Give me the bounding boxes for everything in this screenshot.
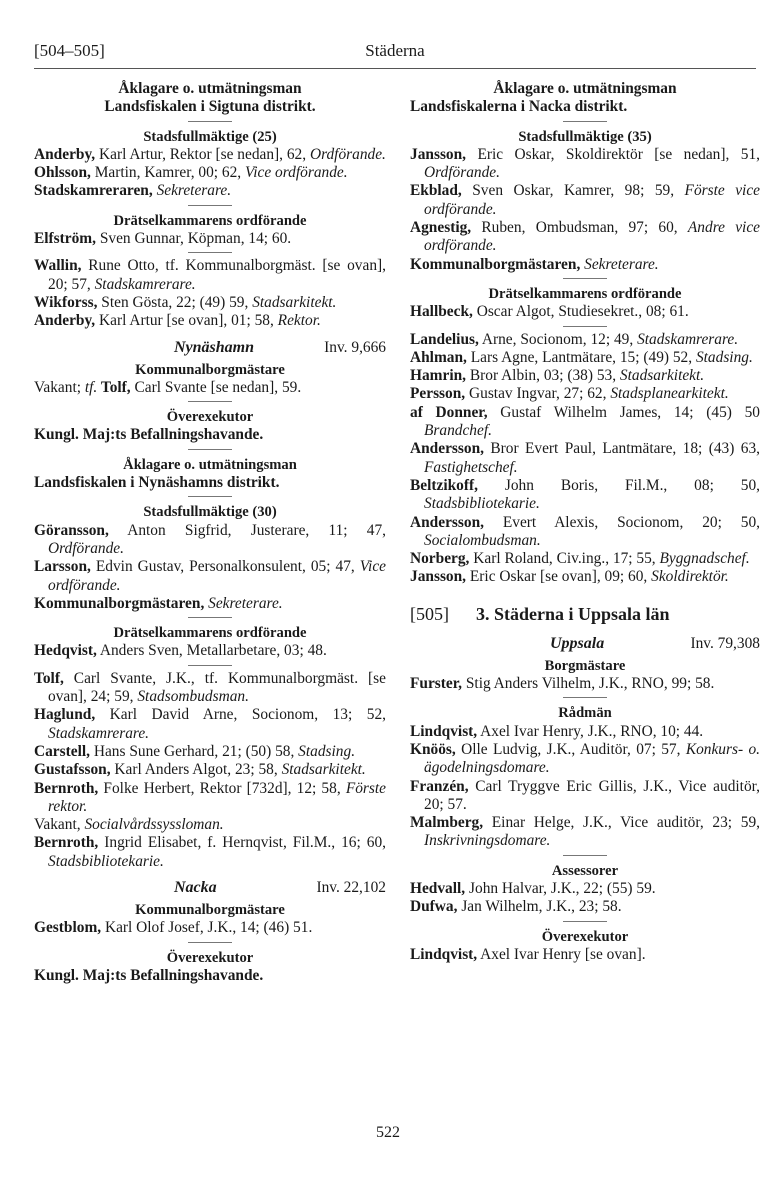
chapter-heading — [410, 605, 760, 633]
section-text: Landsfiskalerna i Nacka distrikt. — [410, 98, 628, 116]
divider — [188, 252, 232, 253]
list-item: Kommunalborgmästaren, Sekreterare. — [34, 594, 283, 612]
left-column — [34, 80, 386, 985]
page-header — [34, 42, 756, 66]
list-item: Carstell, Hans Sune Gerhard, 21; (50) 58, Stadsing. — [34, 742, 356, 760]
divider — [188, 401, 232, 402]
divider — [188, 449, 232, 450]
list-item: Anderby, Karl Artur, Rektor [se nedan], 62, Ordförande. — [34, 145, 386, 163]
section-heading: Kommunalborgmästare — [135, 361, 285, 378]
right-column — [410, 80, 760, 964]
list-item: Vakant; tf. Tolf, Carl Svante [se nedan], 59. — [34, 378, 302, 396]
town-heading-nynashamn — [34, 339, 386, 361]
list-item: Tolf, Carl Svante, J.K., tf. Kommunalborgmäst. [se ovan], 24; 59, Stadsombudsman. — [34, 669, 386, 706]
chapter-number: [505] — [410, 603, 449, 624]
divider — [563, 326, 607, 327]
list-item: Lindqvist, Axel Ivar Henry [se ovan]. — [410, 945, 646, 963]
list-item: Gustafsson, Karl Anders Algot, 23; 58, Stadsarkitekt. — [34, 761, 366, 779]
list-item: af Donner, Gustaf Wilhelm James, 14; (45) 50 Brandchef. — [410, 403, 760, 440]
town-population: Inv. 79,308 — [690, 634, 760, 652]
list-item: Knöös, Olle Ludvig, J.K., Auditör, 07; 57, Konkurs- o. ägodelningsdomare. — [410, 740, 760, 777]
list-item: Wikforss, Sten Gösta, 22; (49) 59, Stadsarkitekt. — [34, 293, 337, 311]
divider — [188, 617, 232, 618]
list-item: Persson, Gustav Ingvar, 27; 62, Stadsplanearkitekt. — [410, 385, 729, 403]
list-item: Dufwa, Jan Wilhelm, J.K., 23; 58. — [410, 898, 622, 916]
section-text: Kungl. Maj:ts Befallningshavande. — [34, 426, 264, 444]
list-item: Ohlsson, Martin, Kamrer, 00; 62, Vice ordförande. — [34, 164, 348, 182]
section-heading: Assessorer — [551, 862, 619, 879]
town-name: Nacka — [174, 878, 217, 896]
list-item: Haglund, Karl David Arne, Socionom, 13; 52, Stadskamrerare. — [34, 706, 386, 742]
section-heading: Borgmästare — [544, 657, 626, 674]
divider — [188, 496, 232, 497]
section-heading: Rådmän — [558, 705, 612, 722]
list-item: Vakant, Socialvårdssyssloman. — [34, 816, 224, 834]
divider — [188, 665, 232, 666]
section-heading: Stadsfullmäktige (25) — [143, 128, 277, 145]
list-item: Stadskamreraren, Sekreterare. — [34, 182, 232, 200]
page-number: 522 — [376, 1124, 400, 1141]
list-item: Furster, Stig Anders Vilhelm, J.K., RNO, 99; 58. — [410, 675, 715, 693]
section-heading: Åklagare o. utmätningsman — [123, 456, 297, 473]
header-rule — [34, 68, 756, 69]
list-item: Kommunalborgmästaren, Sekreterare. — [410, 255, 659, 273]
section-heading: Stadsfullmäktige (30) — [143, 504, 277, 521]
divider — [563, 697, 607, 698]
section-heading: Drätselkammarens ordförande — [113, 212, 307, 229]
list-item: Gestblom, Karl Olof Josef, J.K., 14; (46) 51. — [34, 919, 313, 937]
list-item: Jansson, Eric Oskar, Skoldirektör [se nedan], 51, Ordförande. — [410, 145, 760, 182]
list-item: Andersson, Bror Evert Paul, Lantmätare, 18; (43) 63, Fastighetschef. — [410, 440, 760, 476]
section-heading: Drätselkammarens ordförande — [113, 625, 307, 642]
list-item: Franzén, Carl Tryggve Eric Gillis, J.K., Vice auditör, 20; 57. — [410, 777, 760, 813]
section-text: Kungl. Maj:ts Befallningshavande. — [34, 966, 264, 984]
list-item: Norberg, Karl Roland, Civ.ing., 17; 55, Byggnadschef. — [410, 550, 750, 568]
running-title: Städerna — [365, 41, 425, 60]
divider — [563, 921, 607, 922]
divider — [188, 205, 232, 206]
divider — [563, 121, 607, 122]
divider — [188, 942, 232, 943]
list-item: Hedqvist, Anders Sven, Metallarbetare, 03; 48. — [34, 642, 327, 660]
list-item: Hedvall, John Halvar, J.K., 22; (55) 59. — [410, 879, 656, 897]
list-item: Hamrin, Bror Albin, 03; (38) 53, Stadsarkitekt. — [410, 367, 705, 385]
list-item: Bernroth, Folke Herbert, Rektor [732d], 12; 58, Förste rektor. — [34, 779, 386, 815]
town-name: Uppsala — [550, 634, 605, 652]
town-heading-uppsala — [410, 635, 760, 657]
chapter-title: 3. Städerna i Uppsala län — [476, 603, 670, 624]
list-item: Elfström, Sven Gunnar, Köpman, 14; 60. — [34, 230, 292, 248]
section-heading: Åklagare o. utmätningsman — [493, 80, 677, 97]
section-heading: Stadsfullmäktige (35) — [518, 128, 652, 145]
list-item: Wallin, Rune Otto, tf. Kommunalborgmäst. [se ovan], 20; 57, Stadskamrerare. — [34, 257, 386, 293]
list-item: Bernroth, Ingrid Elisabet, f. Hernqvist, Fil.M., 16; 60, Stadsbibliotekarie. — [34, 834, 386, 870]
list-item: Ekblad, Sven Oskar, Kamrer, 98; 59, Förste vice ordförande. — [410, 182, 760, 218]
section-heading: Överexekutor — [541, 928, 629, 945]
section-heading: Kommunalborgmästare — [135, 901, 285, 918]
town-population: Inv. 22,102 — [316, 878, 386, 896]
divider — [188, 121, 232, 122]
section-heading: Drätselkammarens ordförande — [488, 285, 682, 302]
list-item: Malmberg, Einar Helge, J.K., Vice auditör, 23; 59, Inskrivningsdomare. — [410, 814, 760, 850]
town-population: Inv. 9,666 — [324, 338, 386, 356]
section-heading: Överexekutor — [166, 409, 254, 426]
list-item: Landelius, Arne, Socionom, 12; 49, Stadskamrerare. — [410, 330, 739, 348]
list-item: Andersson, Evert Alexis, Socionom, 20; 50, Socialombudsman. — [410, 513, 760, 549]
list-item: Göransson, Anton Sigfrid, Justerare, 11; 47, Ordförande. — [34, 521, 386, 557]
page-range: [504–505] — [34, 41, 105, 60]
list-item: Beltzikoff, John Boris, Fil.M., 08; 50, Stadsbibliotekarie. — [410, 476, 760, 513]
section-heading: Åklagare o. utmätningsman — [118, 80, 302, 97]
section-text: Landsfiskalen i Nynäshamns distrikt. — [34, 474, 280, 492]
list-item: Lindqvist, Axel Ivar Henry, J.K., RNO, 10; 44. — [410, 722, 704, 740]
list-item: Anderby, Karl Artur [se ovan], 01; 58, Rektor. — [34, 312, 321, 330]
list-item: Agnestig, Ruben, Ombudsman, 97; 60, Andre vice ordförande. — [410, 219, 760, 255]
section-heading: Överexekutor — [166, 949, 254, 966]
town-name: Nynäshamn — [174, 338, 255, 356]
list-item: Hallbeck, Oscar Algot, Studiesekret., 08; 61. — [410, 303, 689, 321]
list-item: Larsson, Edvin Gustav, Personalkonsulent, 05; 47, Vice ordförande. — [34, 558, 386, 594]
town-heading-nacka — [34, 879, 386, 901]
list-item: Ahlman, Lars Agne, Lantmätare, 15; (49) 52, Stadsing. — [410, 348, 753, 366]
section-text: Landsfiskalen i Sigtuna distrikt. — [104, 98, 316, 116]
divider — [563, 278, 607, 279]
list-item: Jansson, Eric Oskar [se ovan], 09; 60, Skoldirektör. — [410, 568, 729, 586]
divider — [563, 855, 607, 856]
